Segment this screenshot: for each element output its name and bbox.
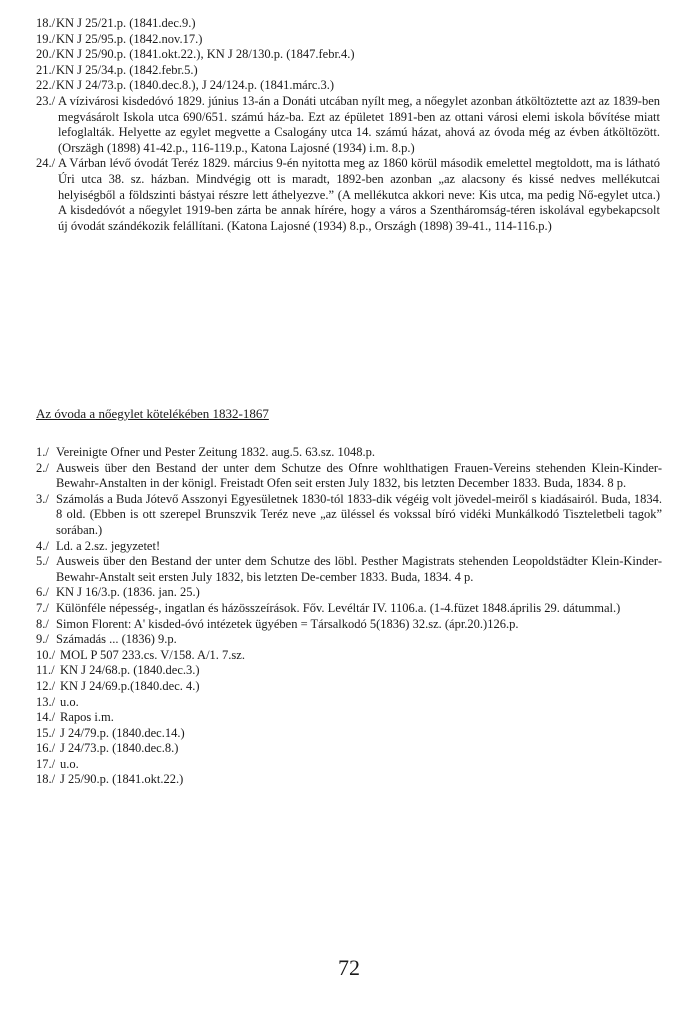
- page-number: 72: [338, 955, 360, 980]
- footnote-text: J 24/73.p. (1840.dec.8.): [60, 741, 179, 756]
- footnote-item: [36, 16, 648, 32]
- footnote-text: J 24/79.p. (1840.dec.14.): [60, 725, 185, 740]
- footnote-number: 19./: [36, 31, 56, 46]
- footnote-item: [36, 585, 662, 601]
- footnote-number: 10./: [36, 647, 56, 662]
- footnote-text: A Várban lévő óvodát Teréz 1829. március 9-én nyitotta meg az 1860 körül második emelettel megtoldott, ma is látható Úri utca 38. sz. házban. Mindvégig ott is maradt, 1892-ben azonban „az alacsony és kissé nedves mellékutcai helyiségből a földszinti bástyai részre lett áthelyezve.” (A mellékutca akkori neve: Kis utca, ma pedig Nő-egylet utca.) A kisdedóvót a nőegylet 1919-ben zárta be annak hírére, hogy a város a Szentháromság-téren iskolával egybekapcsolt új óvodát szándékozik felállítani. (Katona Lajosné (1934) 8.p., Országh (1898) 39-41., 114-116.p.): [58, 156, 660, 233]
- footnote-number: 17./: [36, 756, 56, 771]
- footnote-text: KN J 25/95.p. (1842.nov.17.): [56, 31, 203, 46]
- footnote-number: 7./: [36, 600, 49, 615]
- footnote-number: 1./: [36, 445, 49, 459]
- footnote-text: Számolás a Buda Jótevő Asszonyi Egyesületnek 1830-tól 1833-dik végéig volt jövedel-meiről s kiadásairól. Buda, 1834. 8 old. (Ebben is ott szerepel Brunszvik Teréz neve „az üléssel és vokssal bíró vidéki Munkálkodó Tiszteletbeli tagok” sorában.): [56, 491, 662, 537]
- footnote-text: Ausweis über den Bestand der unter dem Schutze des löbl. Pesther Magistrats stehenden Leopoldstädter Klein-Kinder-Bewahr-Anstalt seit ersten July 1832, bis letzten De-cember 1833. Buda, 1834. 4 p.: [56, 554, 662, 584]
- footnote-item: [36, 772, 662, 788]
- footnote-item: [36, 663, 662, 679]
- footnote-item: [36, 32, 648, 48]
- footnote-number: 5./: [36, 554, 49, 569]
- footnote-number: 8./: [36, 616, 49, 631]
- footnote-item: [36, 47, 648, 63]
- footnote-item: [36, 757, 662, 773]
- footnote-text: KN J 24/69.p.(1840.dec. 4.): [60, 678, 200, 693]
- footnote-item: [36, 679, 662, 695]
- footnote-text: KN J 16/3.p. (1836. jan. 25.): [56, 585, 200, 600]
- footnote-number: 24./: [36, 156, 56, 171]
- footnote-number: 11./: [36, 663, 55, 678]
- footnote-text: KN J 25/21.p. (1841.dec.9.): [56, 16, 196, 30]
- footnote-text: MOL P 507 233.cs. V/158. A/1. 7.sz.: [60, 647, 245, 662]
- footnote-number: 23./: [36, 93, 56, 108]
- footnote-number: 13./: [36, 694, 56, 709]
- footnote-text: Különféle népesség-, ingatlan és házösszeírások. Főv. Levéltár IV. 1106.a. (1-4.füzet 1848.április 29. dátummal.): [56, 600, 621, 615]
- footnote-text: Simon Florent: A' kisded-óvó intézetek ügyében = Társalkodó 5(1836) 32.sz. (ápr.20.)126.p.: [56, 616, 519, 631]
- footnote-text: KN J 25/34.p. (1842.febr.5.): [56, 62, 198, 77]
- footnote-text: u.o.: [60, 694, 79, 709]
- footnote-text: Rapos i.m.: [60, 710, 114, 725]
- footnote-number: 4./: [36, 538, 49, 553]
- footnote-item: [36, 78, 648, 94]
- footnote-item: [36, 695, 662, 711]
- footnote-text: Számadás ... (1836) 9.p.: [56, 632, 177, 647]
- footnote-number: 20./: [36, 47, 56, 62]
- footnote-text: u.o.: [60, 756, 79, 771]
- footnote-item: [36, 461, 662, 492]
- footnote-number: 9./: [36, 632, 49, 647]
- footnote-number: 15./: [36, 725, 56, 740]
- footnote-number: 18./: [36, 16, 56, 30]
- footnote-number: 22./: [36, 78, 56, 93]
- footnote-text: Ausweis über den Bestand der unter dem Schutze des Ofnre wohlthatigen Frauen-Vereins stehenden Klein-Kinder-Bewahr-Anstalten in der königl. Freistadt Ofen seit ersten July 1832, bis letzten December 1833. Buda, 1834. 8 p.: [56, 460, 662, 491]
- footnote-number: 6./: [36, 585, 49, 600]
- footnote-item: [36, 632, 662, 648]
- footnote-item: [36, 445, 662, 461]
- footnote-number: 14./: [36, 710, 56, 725]
- footnote-item: [36, 617, 662, 633]
- footnote-number: 18./: [36, 772, 56, 787]
- footnote-item: [36, 94, 660, 156]
- footnote-text: Ld. a 2.sz. jegyzetet!: [56, 538, 161, 553]
- footnote-number: 16./: [36, 741, 56, 756]
- footnote-number: 3./: [36, 491, 49, 506]
- footnote-item: [36, 601, 662, 617]
- footnote-item: [36, 492, 662, 539]
- footnote-item: [36, 741, 662, 757]
- footnote-text: KN J 24/68.p. (1840.dec.3.): [60, 663, 200, 678]
- footnote-item: [36, 710, 662, 726]
- footnote-number: 2./: [36, 460, 49, 475]
- footnote-text: KN J 24/73.p. (1840.dec.8.), J 24/124.p. (1841.márc.3.): [56, 78, 335, 93]
- footnote-item: [36, 554, 662, 585]
- footnote-text: Vereinigte Ofner und Pester Zeitung 1832. aug.5. 63.sz. 1048.p.: [56, 445, 376, 459]
- footnote-item: [36, 156, 660, 234]
- footnote-item: [36, 726, 662, 742]
- footnote-number: 21./: [36, 62, 56, 77]
- footnotes-current-section: [0, 445, 698, 788]
- footnote-text: KN J 25/90.p. (1841.okt.22.), KN J 28/130.p. (1847.febr.4.): [56, 47, 355, 62]
- footnotes-previous-section: [0, 16, 698, 234]
- footnote-text: A vízivárosi kisdedóvó 1829. június 13-án a Donáti utcában nyílt meg, a nőegylet azonban átköltöztette azt az 1839-ben megvásárolt Iskola utca 690/651. számú ház-ba. Ezt az épületet 1891-ben az ottani városi elemi iskola bővítése miatt lefoglalták. Helyette az egylet megvette a Csalogány utca 14. számú házat, ahová az óvoda még az évben átköltözött. (Orszägh (1898) 41-42.p., 116-119.p., Katona Lajosné (1934) i.m. 8.p.): [58, 93, 660, 155]
- section-title: Az óvoda a nőegylet kötelékében 1832-1867: [36, 406, 269, 421]
- footnote-item: [36, 539, 662, 555]
- footnote-text: J 25/90.p. (1841.okt.22.): [60, 772, 184, 787]
- footnote-item: [36, 648, 662, 664]
- footnote-item: [36, 63, 648, 79]
- footnote-number: 12./: [36, 678, 56, 693]
